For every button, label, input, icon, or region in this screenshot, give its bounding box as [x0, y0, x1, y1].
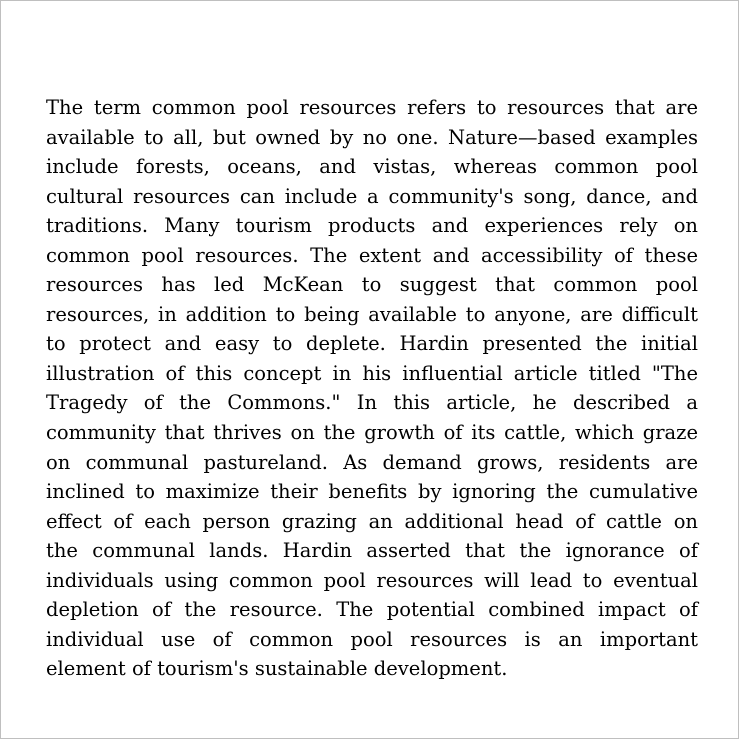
passage-line: include forests, oceans, and vistas, whereas common pool [46, 155, 698, 179]
passage-line: community that thrives on the growth of its cattle, which graze [46, 421, 698, 445]
passage-line: inclined to maximize their benefits by ignoring the cumulative [46, 480, 698, 504]
passage-line: Tragedy of the Commons." In this article, he described a [46, 391, 698, 415]
passage-line: cultural resources can include a community's song, dance, and [46, 184, 698, 208]
passage-text [46, 93, 698, 684]
passage-line: illustration of this concept in his influential article titled "The [46, 361, 698, 385]
passage-line: common pool resources. The extent and accessibility of these [46, 243, 698, 267]
passage-line: individual use of common pool resources is an important [46, 627, 698, 651]
passage-line: effect of each person grazing an additional head of cattle on [46, 509, 698, 533]
passage-line: to protect and easy to deplete. Hardin presented the initial [46, 332, 698, 356]
passage-line: individuals using common pool resources will lead to eventual [46, 568, 698, 592]
passage-line: the communal lands. Hardin asserted that the ignorance of [46, 539, 698, 563]
passage-line: depletion of the resource. The potential combined impact of [46, 598, 698, 622]
passage-line: available to all, but owned by no one. Nature—based examples [46, 125, 698, 149]
passage-line: The term common pool resources refers to resources that are [46, 96, 698, 119]
passage-line-last: element of tourism's sustainable development. [46, 657, 508, 681]
passage-line: on communal pastureland. As demand grows, residents are [46, 450, 698, 474]
passage-line: resources, in addition to being available to anyone, are difficult [46, 302, 698, 326]
passage-line: resources has led McKean to suggest that common pool [46, 273, 698, 297]
passage-line: traditions. Many tourism products and experiences rely on [46, 214, 698, 238]
